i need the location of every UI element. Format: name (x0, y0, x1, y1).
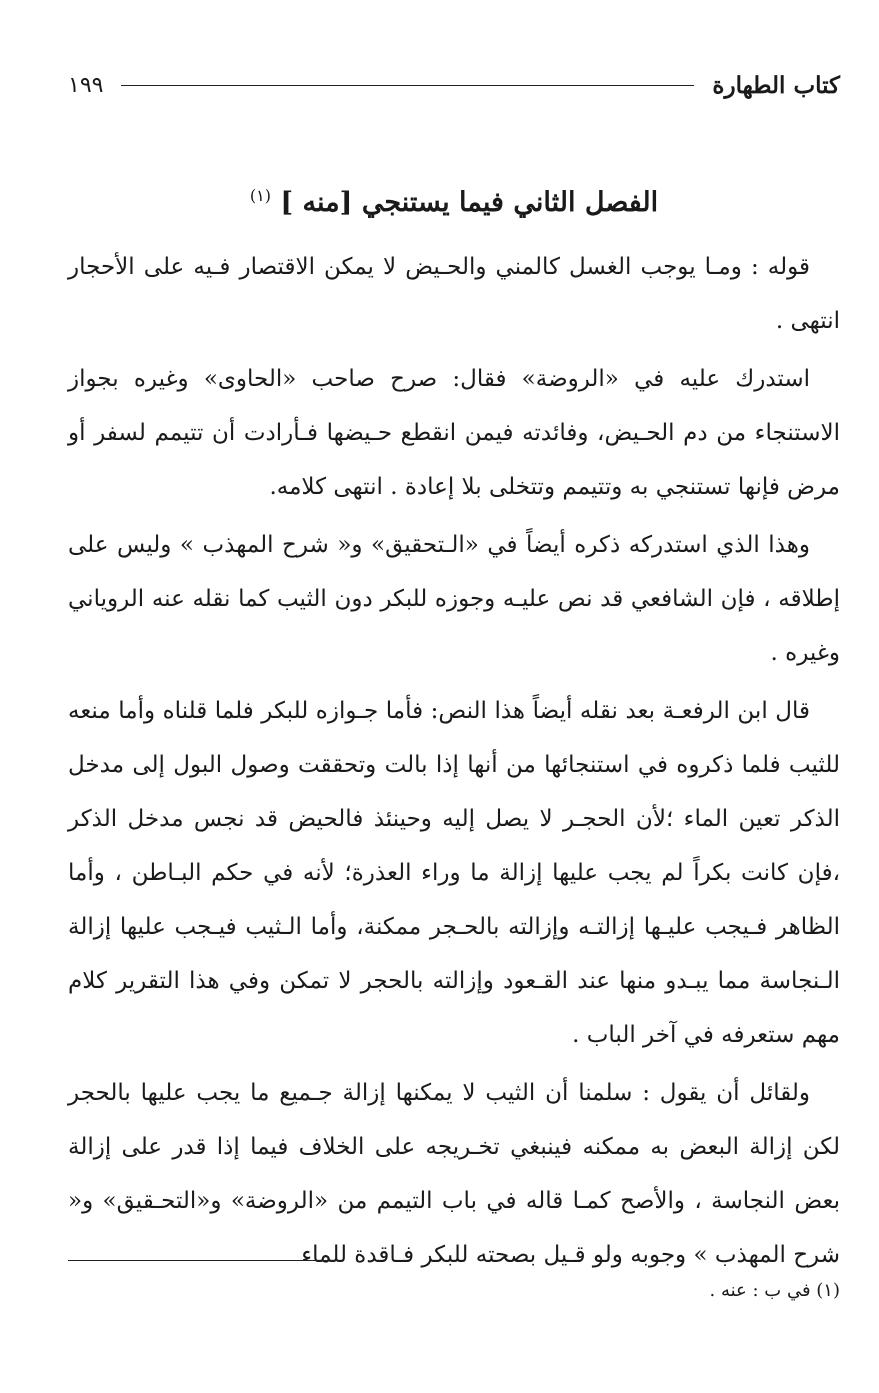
footnote: (١) في ب : عنه . (709, 1280, 840, 1301)
book-title: كتاب الطهارة (712, 71, 840, 99)
chapter-title (68, 186, 840, 218)
chapter-title-bracket: [منه ] (280, 187, 353, 218)
paragraph-5: ولقائل أن يقول : سلمنا أن الثيب لا يمكنها إزالة جـميع ما يجب عليها بالحجر لكن إزالة البعض به ممكنه فينبغي تخـريجه على الخلاف فيما إذا قدر على إزالة بعض النجاسة ، والأصح كمـا قاله في باب التيمم من «الروضة» و«التحـقيق» و« شرح المهذب » وجوبه ولو قـيل بصحته للبكر فـاقدة للماء (68, 1080, 840, 1268)
footnote-marker: (١) (249, 186, 271, 205)
paragraph-3: وهذا الذي استدركه ذكره أيضاً في «الـتحقيق» و« شرح المهذب » وليس على إطلاقه ، فإن الشافعي قد نص عليـه وجوزه للبكر دون الثيب كما نقله عنه الروياني وغيره . (68, 532, 840, 666)
header-rule (121, 85, 694, 86)
chapter-title-text: الفصل الثاني فيما يستنجي (361, 187, 659, 218)
paragraph-2: استدرك عليه في «الروضة» فقال: صرح صاحب «الحاوى» وغيره بجواز الاستنجاء من دم الحـيض، وفائدته فيمن انقطع حـيضها فـأرادت أن تتيمم لسفر أو مرض فإنها تستنجي به وتتيمم وتتخلى بلا إعادة . انتهى كلامه. (68, 366, 840, 500)
footnote-rule (68, 1260, 340, 1261)
page-number: ١٩٩ (68, 72, 104, 98)
book-page (68, 58, 840, 1368)
running-header (68, 70, 840, 100)
body-text (68, 240, 840, 1286)
paragraph-1: قوله : ومـا يوجب الغسل كالمني والحـيض لا يمكن الاقتصار فـيه على الأحجار انتهى . (68, 254, 840, 334)
paragraph-4: قال ابن الرفعـة بعد نقله أيضاً هذا النص: فأما جـوازه للبكر فلما قلناه وأما منعه للثيب فلما ذكروه في استنجائها من أنها إذا بالت وتحققت وصول البول إلى مدخل الذكر تعين الماء ؛لأن الحجـر لا يصل إليه وحينئذ فالحيض قد نجس مدخل الذكر ،فإن كانت بكراً لم يجب عليها إزالة ما وراء العذرة؛ لأنه في حكم البـاطن ، وأما الظاهر فـيجب عليـها إزالتـه وإزالته بالحـجر ممكنة، وأما الـثيب فيـجب عليها إزالة الـنجاسة مما يبـدو منها عند القـعود وإزالته بالحجر لا تمكن وفي هذا التقرير كلام مهم ستعرفه في آخر الباب . (68, 698, 840, 1048)
